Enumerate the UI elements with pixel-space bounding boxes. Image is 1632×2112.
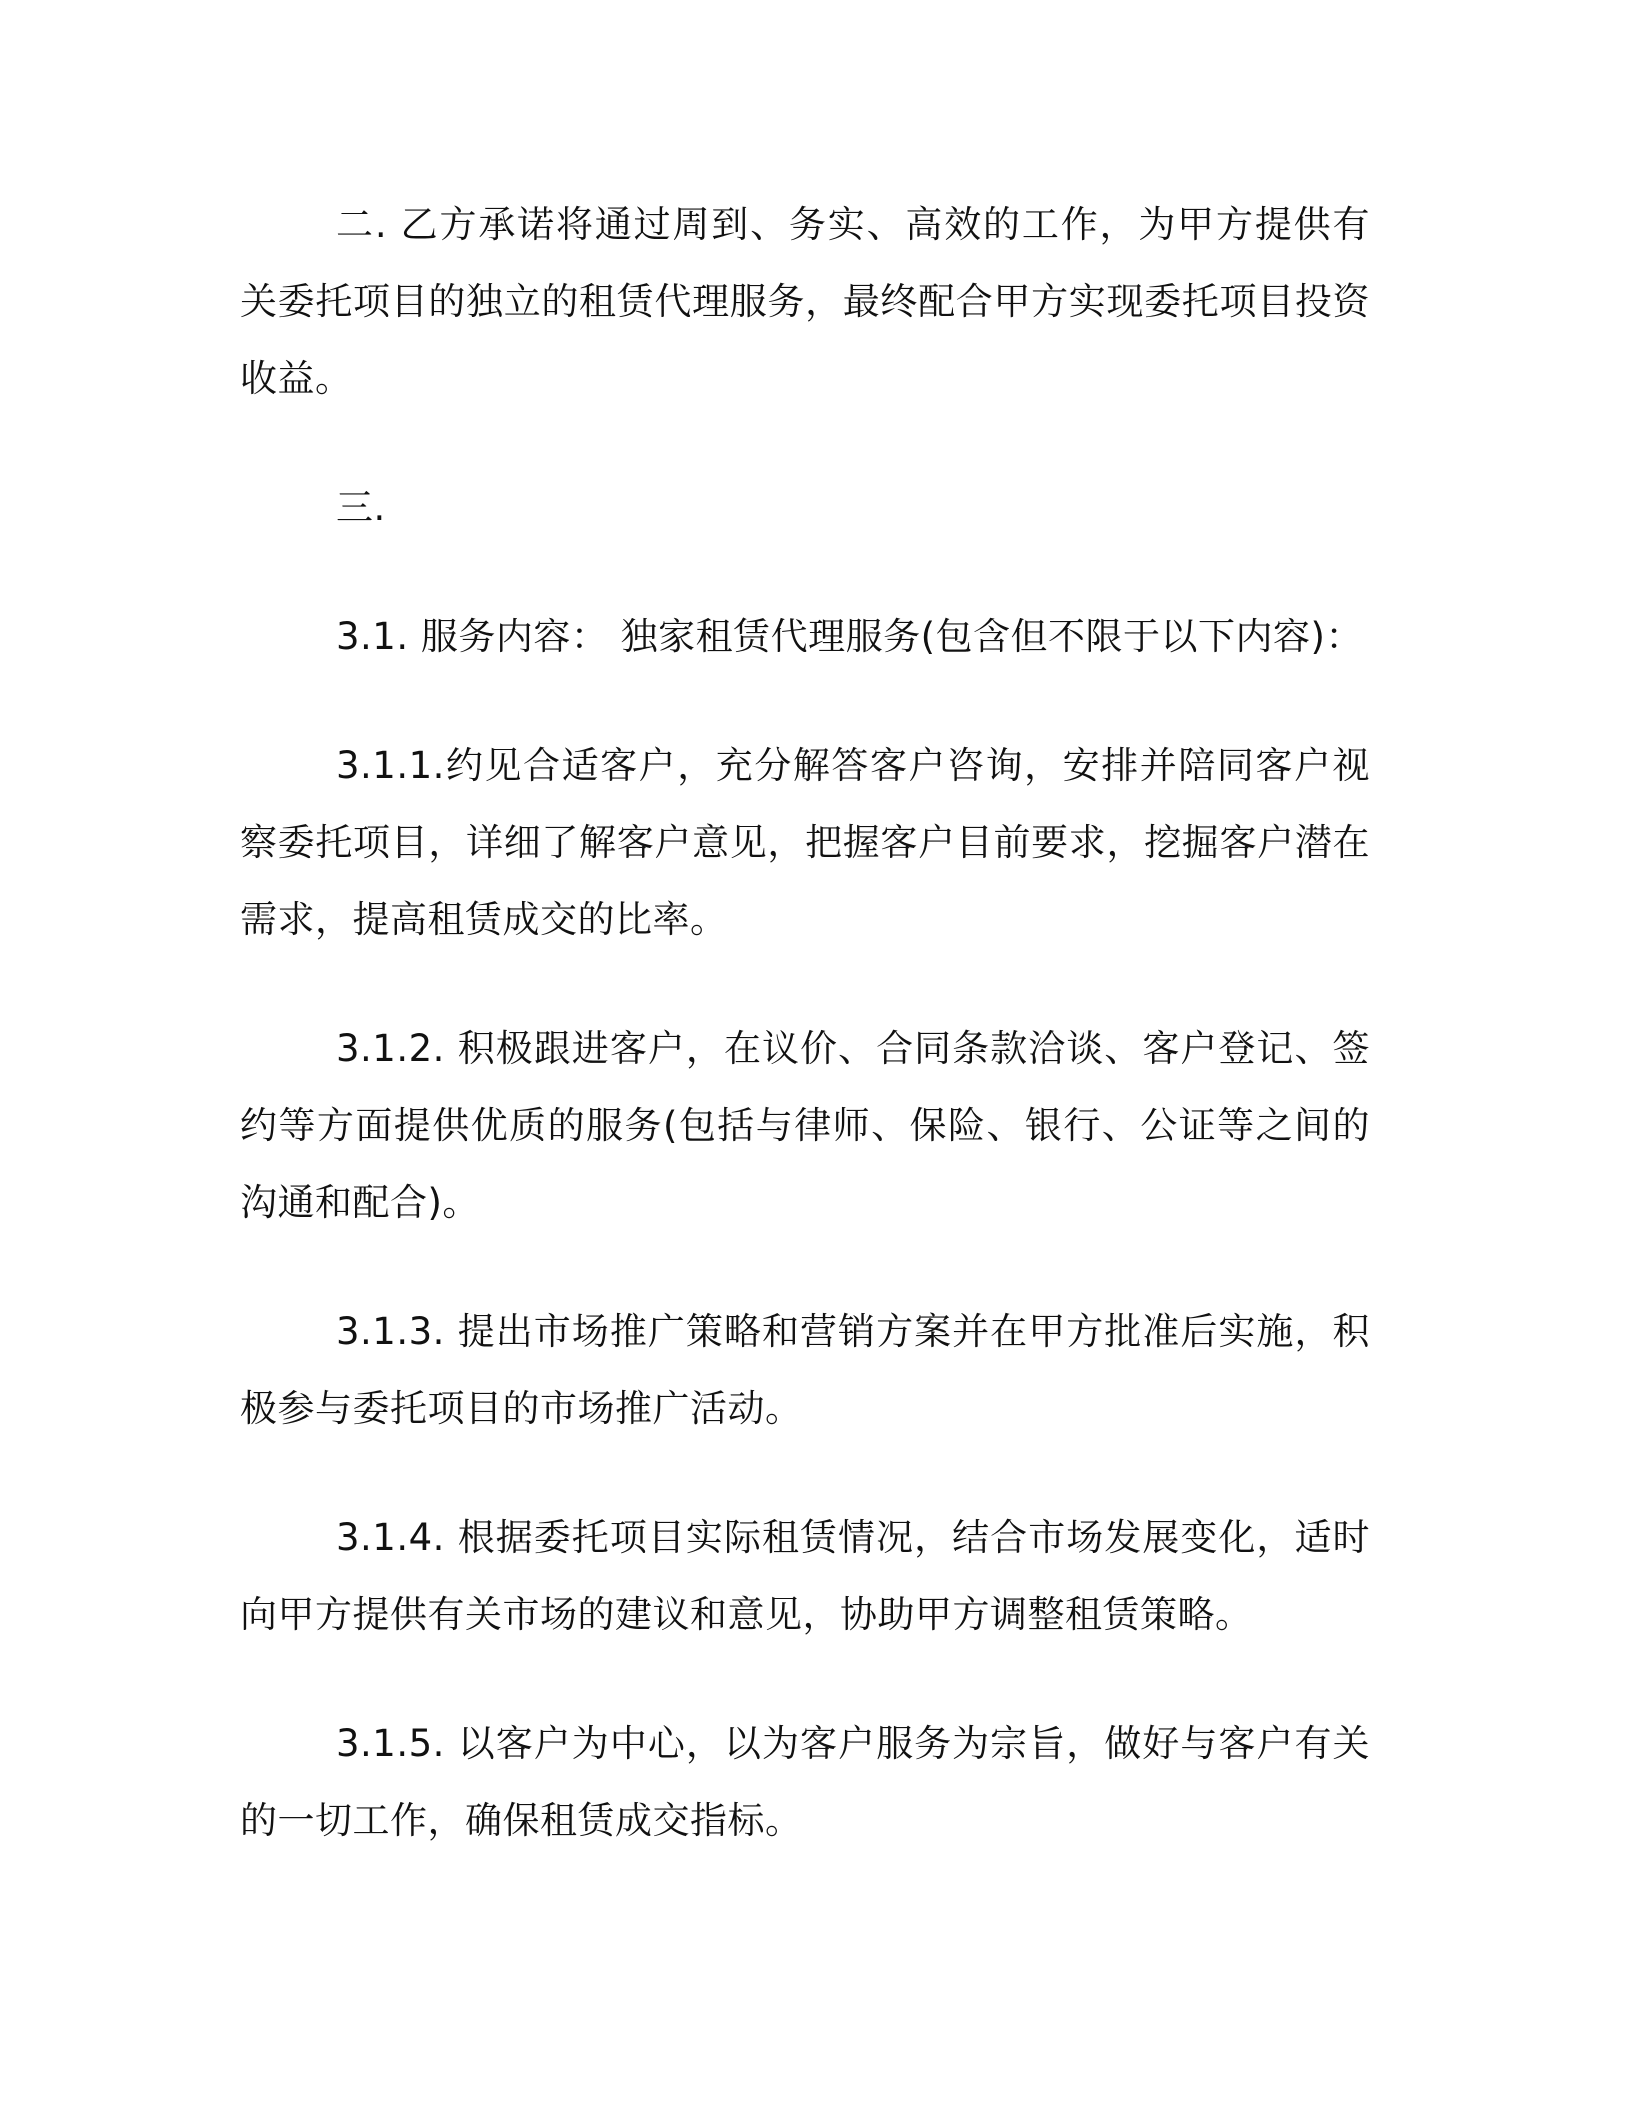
paragraph-3-1-5: 3.1.5. 以客户为中心，以为客户服务为宗旨，做好与客户有关的一切工作，确保租赁成交指标。 (240, 1722, 1370, 1842)
paragraph-3-1-4: 3.1.4. 根据委托项目实际租赁情况，结合市场发展变化，适时向甲方提供有关市场的建议和意见，协助甲方调整租赁策略。 (240, 1516, 1370, 1636)
paragraph-3-1-3: 3.1.3. 提出市场推广策略和营销方案并在甲方批准后实施，积极参与委托项目的市场推广活动。 (240, 1310, 1370, 1430)
paragraph-3-1-service-content: 3.1. 服务内容： 独家租赁代理服务(包含但不限于以下内容)： (336, 615, 1363, 658)
paragraph-section-2: 二. 乙方承诺将通过周到、务实、高效的工作，为甲方提供有关委托项目的独立的租赁代理服务，最终配合甲方实现委托项目投资收益。 (240, 203, 1370, 400)
document-body (240, 186, 1370, 1911)
paragraph-section-3-heading: 三. (336, 486, 386, 529)
paragraph-3-1-2: 3.1.2. 积极跟进客户，在议价、合同条款洽谈、客户登记、签约等方面提供优质的服务(包括与律师、保险、银行、公证等之间的沟通和配合)。 (240, 1027, 1370, 1224)
paragraph-3-1-1: 3.1.1.约见合适客户，充分解答客户咨询，安排并陪同客户视察委托项目，详细了解客户意见，把握客户目前要求，挖掘客户潜在需求，提高租赁成交的比率。 (240, 744, 1370, 941)
